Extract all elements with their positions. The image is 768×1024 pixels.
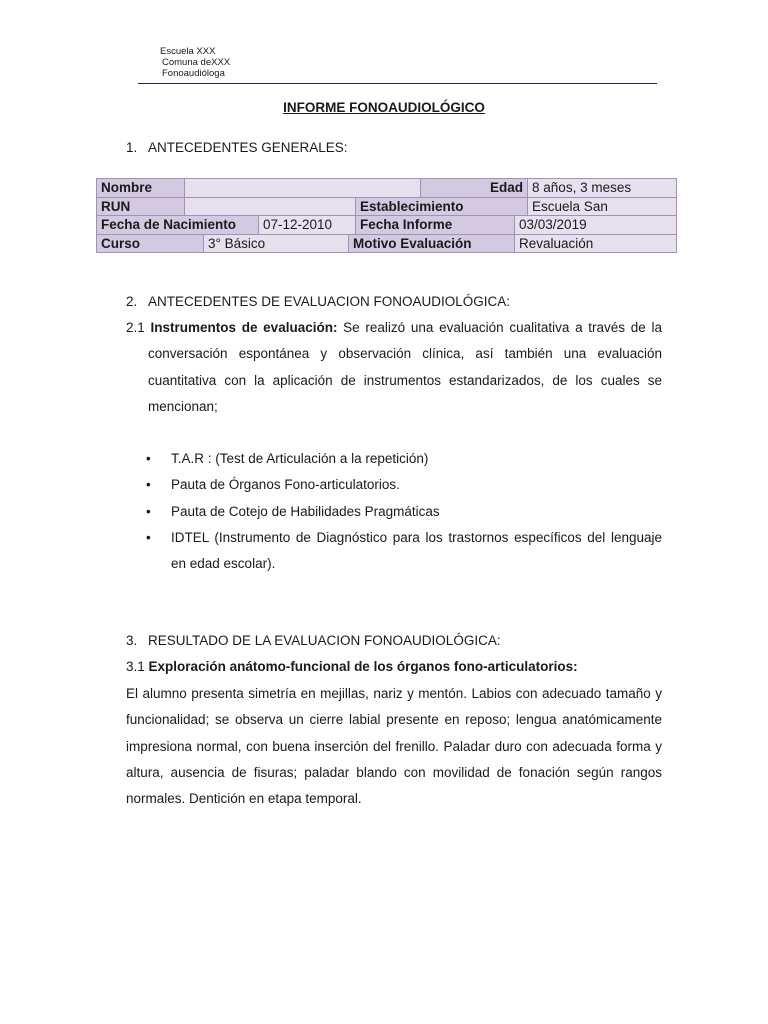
commune-name: Comuna deXXX <box>162 57 231 68</box>
section-title: RESULTADO DE LA EVALUACION FONOAUDIOLÓGICA: <box>148 633 501 648</box>
establecimiento-label: Establecimiento <box>356 197 528 216</box>
subsection-text: Se realizó una evaluación cualitativa a través de la conversación espontánea y observación clínica, así también una evaluación cuantitativa con la aplicación de instrumentos estandarizados, de los cuales se mencionan; <box>148 320 662 414</box>
curso-label: Curso <box>97 234 204 253</box>
subsection-label: Instrumentos de evaluación: <box>150 320 338 335</box>
fecha-nacimiento-label: Fecha de Nacimiento <box>97 216 259 235</box>
run-label: RUN <box>97 197 185 216</box>
subsection-number: 3.1 <box>126 659 145 674</box>
letterhead <box>160 46 230 79</box>
edad-label: Edad <box>421 179 528 198</box>
bullet-icon: • <box>146 477 151 493</box>
section-number: 3. <box>126 633 138 648</box>
section-title: ANTECEDENTES DE EVALUACION FONOAUDIOLÓGICA: <box>148 294 511 309</box>
section-3-heading <box>126 633 501 648</box>
table-row <box>97 234 677 253</box>
exploration-paragraph: El alumno presenta simetría en mejillas, nariz y mentón. Labios con adecuado tamaño y funcionalidad; se observa un cierre labial presente en reposo; lengua anatómicamente impresiona normal, con buena inserción del frenillo. Paladar duro con adecuada forma y altura, ausencia de fisuras; paladar blando con movilidad de fonación según rangos normales. Dentición en etapa temporal. <box>126 686 662 807</box>
section-2-heading <box>126 294 510 309</box>
subsection-label: Exploración anátomo-funcional de los órganos fono-articulatorios: <box>148 659 578 674</box>
list-item: • IDTEL (Instrumento de Diagnóstico para los trastornos específicos del lenguaje en edad escolar). <box>146 525 662 578</box>
bullet-icon: • <box>146 529 151 545</box>
section-number: 2. <box>126 294 138 309</box>
school-name: Escuela XXX <box>160 46 216 57</box>
table-row <box>97 197 677 216</box>
general-data-table <box>96 178 677 253</box>
instruments-paragraph <box>126 315 662 420</box>
table-row <box>97 216 677 235</box>
nombre-value <box>185 179 421 198</box>
establecimiento-value: Escuela San <box>528 197 677 216</box>
edad-value: 8 años, 3 meses <box>528 179 677 198</box>
motivo-label: Motivo Evaluación <box>349 234 515 253</box>
list-item: • Pauta de Órganos Fono-articulatorios. <box>146 472 662 498</box>
list-item: • T.A.R : (Test de Articulación a la repetición) <box>146 446 662 472</box>
fecha-informe-label: Fecha Informe <box>356 216 515 235</box>
nombre-label: Nombre <box>97 179 185 198</box>
section-title: ANTECEDENTES GENERALES: <box>148 140 348 155</box>
run-value <box>185 197 356 216</box>
subsection-3-1-heading <box>126 659 578 674</box>
header-divider <box>138 83 657 84</box>
list-item: • Pauta de Cotejo de Habilidades Pragmáticas <box>146 499 662 525</box>
section-number: 1. <box>126 140 138 155</box>
instruments-list <box>146 446 662 577</box>
bullet-icon: • <box>146 451 151 466</box>
bullet-icon: • <box>146 503 151 519</box>
motivo-value: Revaluación <box>515 234 677 253</box>
fecha-informe-value: 03/03/2019 <box>515 216 677 235</box>
fecha-nacimiento-value: 07-12-2010 <box>259 216 356 235</box>
subsection-number: 2.1 <box>126 320 145 335</box>
curso-value: 3° Básico <box>204 234 349 253</box>
author-role: Fonoaudióloga <box>162 68 225 79</box>
table-row <box>97 179 677 198</box>
report-title: INFORME FONOAUDIOLÓGICO <box>283 100 485 115</box>
section-1-heading <box>126 140 348 155</box>
